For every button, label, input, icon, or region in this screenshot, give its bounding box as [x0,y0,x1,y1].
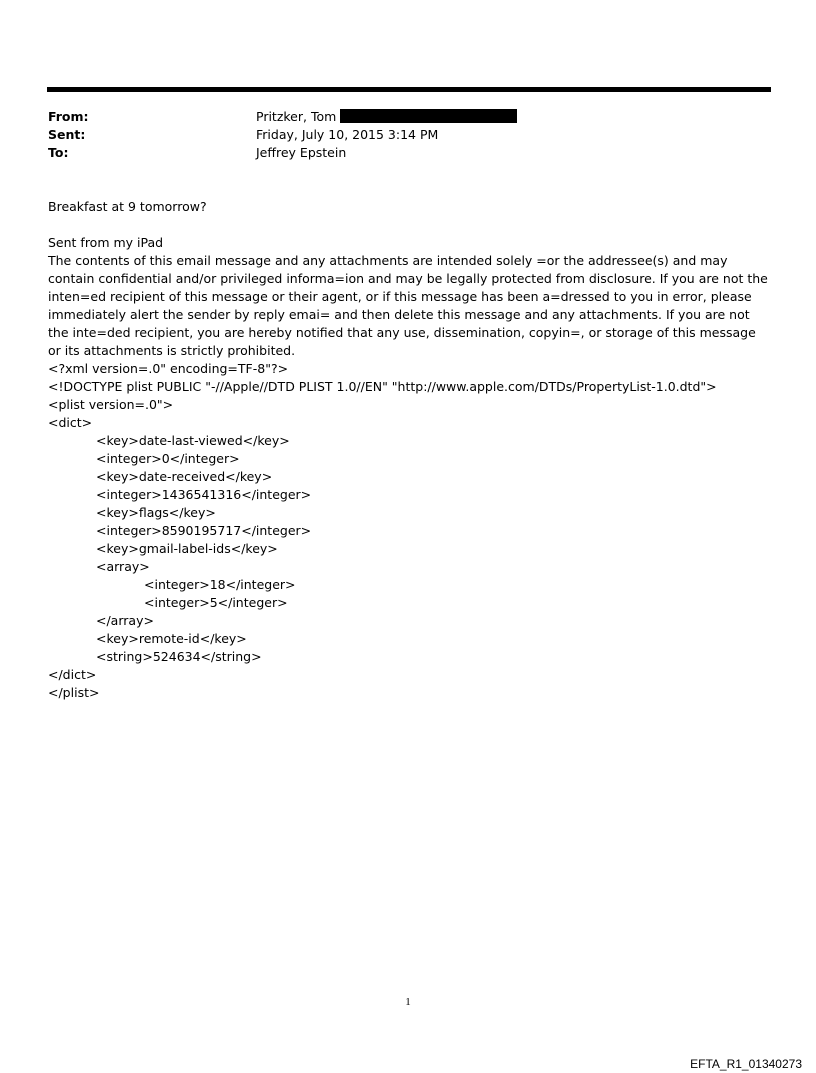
document-id: EFTA_R1_01340273 [690,1057,802,1071]
to-value: Jeffrey Epstein [256,145,347,160]
page-number: 1 [405,996,411,1008]
xml-line: <key>date-received</key> [96,469,273,484]
xml-line: <key>gmail-label-ids</key> [96,541,278,556]
xml-line: <dict> [48,415,93,430]
xml-line: <plist version=.0"> [48,397,174,412]
xml-line: </plist> [48,685,100,700]
from-value [256,108,517,126]
xml-line: <integer>0</integer> [96,451,240,466]
xml-line: </dict> [48,667,97,682]
sent-value: Friday, July 10, 2015 3:14 PM [256,127,439,142]
sent-row [48,126,439,144]
disclaimer-text: The contents of this email message and any attachments are intended solely =or the addressee(s) and may contain confidential and/or privileged informa=ion and may be legally protected from disclosure. If you are not the inten=ed recipient of this message or their agent, or if this message has been a=dressed to you in error, please immediately alert the sender by reply emai= and then delete this message and any attachments. If you are not the inte=ded recipient, you are hereby notified that any use, dissemination, copyin=, or storage of this message or its attachments is strictly prohibited. [48,253,768,358]
to-label: To: [48,145,69,160]
xml-line: <key>flags</key> [96,505,216,520]
xml-line: <string>524634</string> [96,649,262,664]
xml-line: <key>remote-id</key> [96,631,247,646]
xml-line: <array> [96,559,150,574]
redaction-bar [340,109,517,123]
to-row [48,144,347,162]
xml-line: <?xml version=.0" encoding=TF-8"?> [48,361,289,376]
signature-text: Sent from my iPad [48,235,164,250]
xml-line: <!DOCTYPE plist PUBLIC "-//Apple//DTD PLIST 1.0//EN" "http://www.apple.com/DTDs/PropertyList-1.0.dtd"> [48,379,717,394]
xml-line: <integer>18</integer> [144,577,296,592]
greeting-text: Breakfast at 9 tomorrow? [48,199,207,214]
xml-line: <integer>1436541316</integer> [96,487,312,502]
email-body [48,198,768,702]
from-row [48,108,337,126]
sent-label: Sent: [48,127,86,142]
header-rule [47,87,771,92]
xml-line: <integer>8590195717</integer> [96,523,312,538]
from-name: Pritzker, Tom [256,109,337,124]
xml-line: <integer>5</integer> [144,595,288,610]
xml-line: </array> [96,613,154,628]
xml-line: <key>date-last-viewed</key> [96,433,290,448]
from-label: From: [48,109,89,124]
